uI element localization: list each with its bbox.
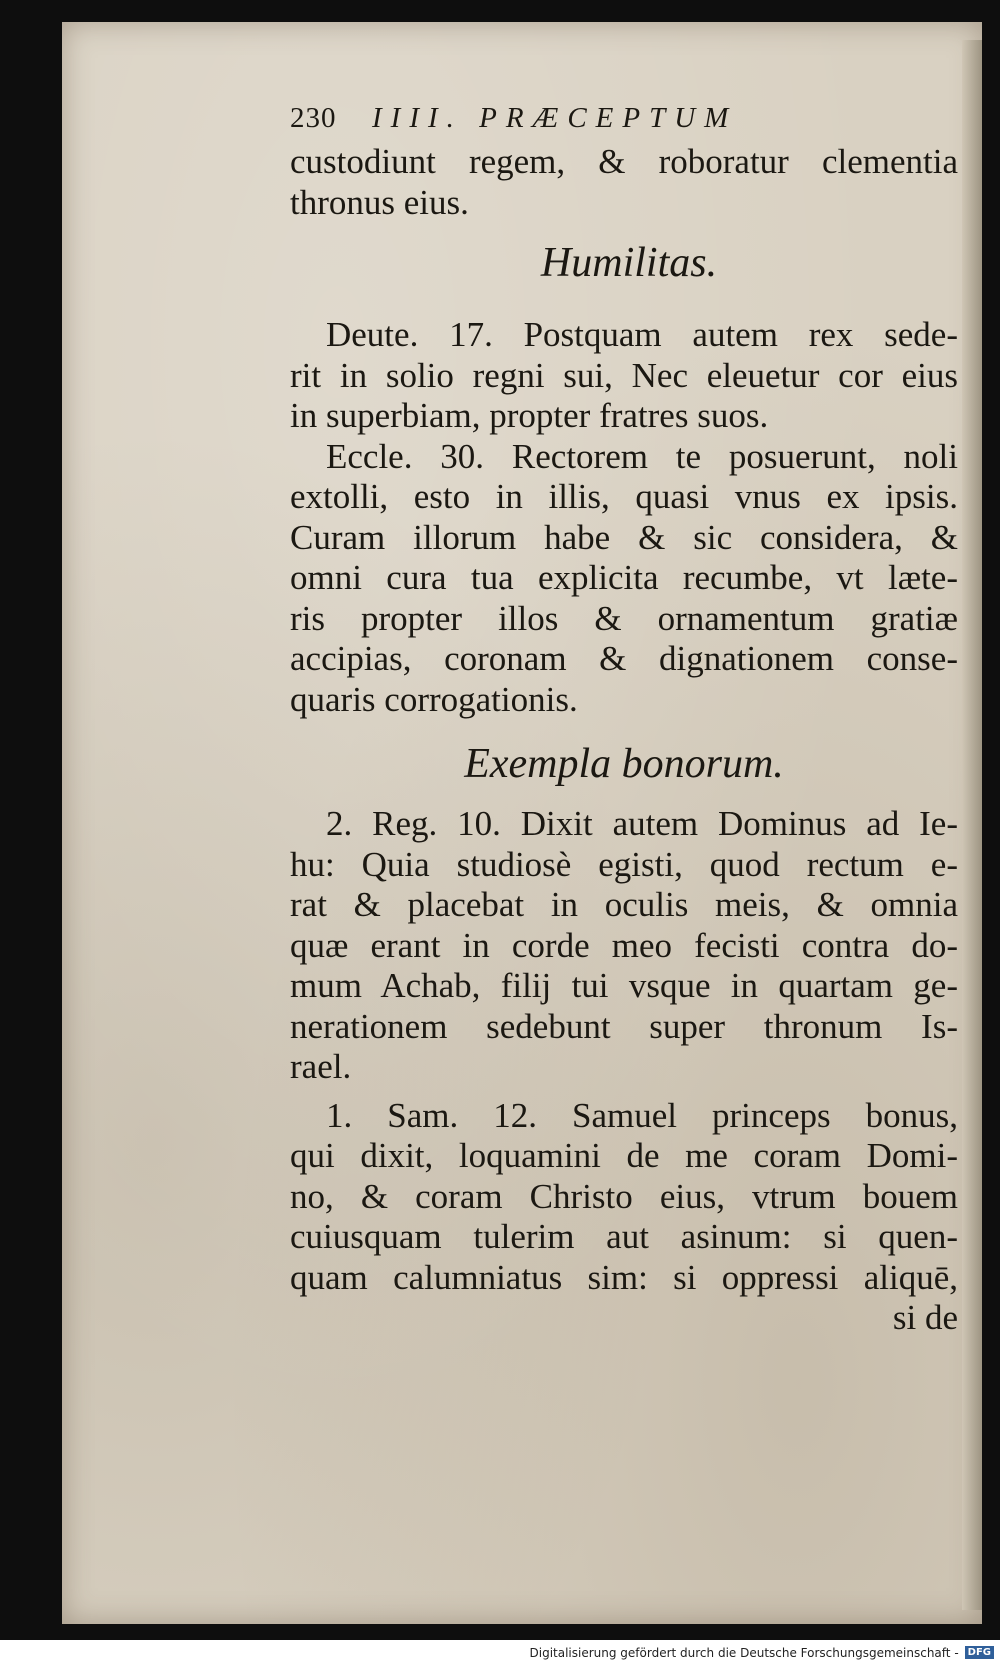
running-head [290,102,958,142]
text-line: hu: Quia studiosè egisti, quod rectum e- [290,844,958,884]
text-line: 1. Sam. 12. Samuel princeps bonus, [326,1095,958,1135]
text-line: rael. [290,1047,352,1086]
section-heading-humilitas: Humilitas. [540,240,718,286]
text-line: cuiusquam tulerim aut asinum: si quen- [290,1217,958,1256]
page-edge [962,40,982,1610]
text-line: quam calumniatus sim: si oppressi aliquē, [290,1257,958,1297]
text-line: mum Achab, filij tui vsque in quartam ge- [290,966,958,1005]
footer-credit: Digitalisierung gefördert durch die Deutsche Forschungsgemeinschaft - [529,1645,959,1660]
text-line: Deute. 17. Postquam autem rex sede- [326,315,958,354]
text-line: thronus eius. [290,182,469,222]
text-line: quæ erant in corde meo fecisti contra do- [290,925,958,965]
digitization-footer [0,1640,1000,1665]
text-line: no, & coram Christo eius, vtrum bouem [290,1176,958,1216]
text-line: qui dixit, loquamini de me coram Domi- [290,1136,958,1175]
text-line: omni cura tua explicita recumbe, vt læte- [290,558,958,597]
page-text [290,102,958,1339]
text-line: in superbiam, propter fratres suos. [290,396,769,435]
text-line: quaris corrogationis. [290,679,578,719]
text-line: rat & placebat in oculis meis, & omnia [290,885,958,924]
text-line: extolli, esto in illis, quasi vnus ex ipsis. [290,477,958,516]
text-line: nerationem sedebunt super thronum Is- [290,1006,958,1046]
text-line: accipias, coronam & dignationem conse- [290,639,958,678]
running-title: IIII. PRÆCEPTUM [372,102,738,134]
text-line: Eccle. 30. Rectorem te posuerunt, noli [326,436,958,476]
text-line: Curam illorum habe & sic considera, & [290,517,958,557]
section-heading-exempla: Exempla bonorum. [464,741,784,787]
text-line: rit in solio regni sui, Nec eleuetur cor eius [290,355,958,395]
text-line: ris propter illos & ornamentum gratiæ [290,598,958,638]
dfg-logo: DFG [965,1646,994,1659]
catchword: si de [892,1298,958,1337]
page-number: 230 [290,102,337,134]
spacer [290,1088,958,1096]
text-line: 2. Reg. 10. Dixit autem Dominus ad Ie- [326,804,958,843]
text-line: custodiunt regem, & roboratur clementia [290,142,958,181]
